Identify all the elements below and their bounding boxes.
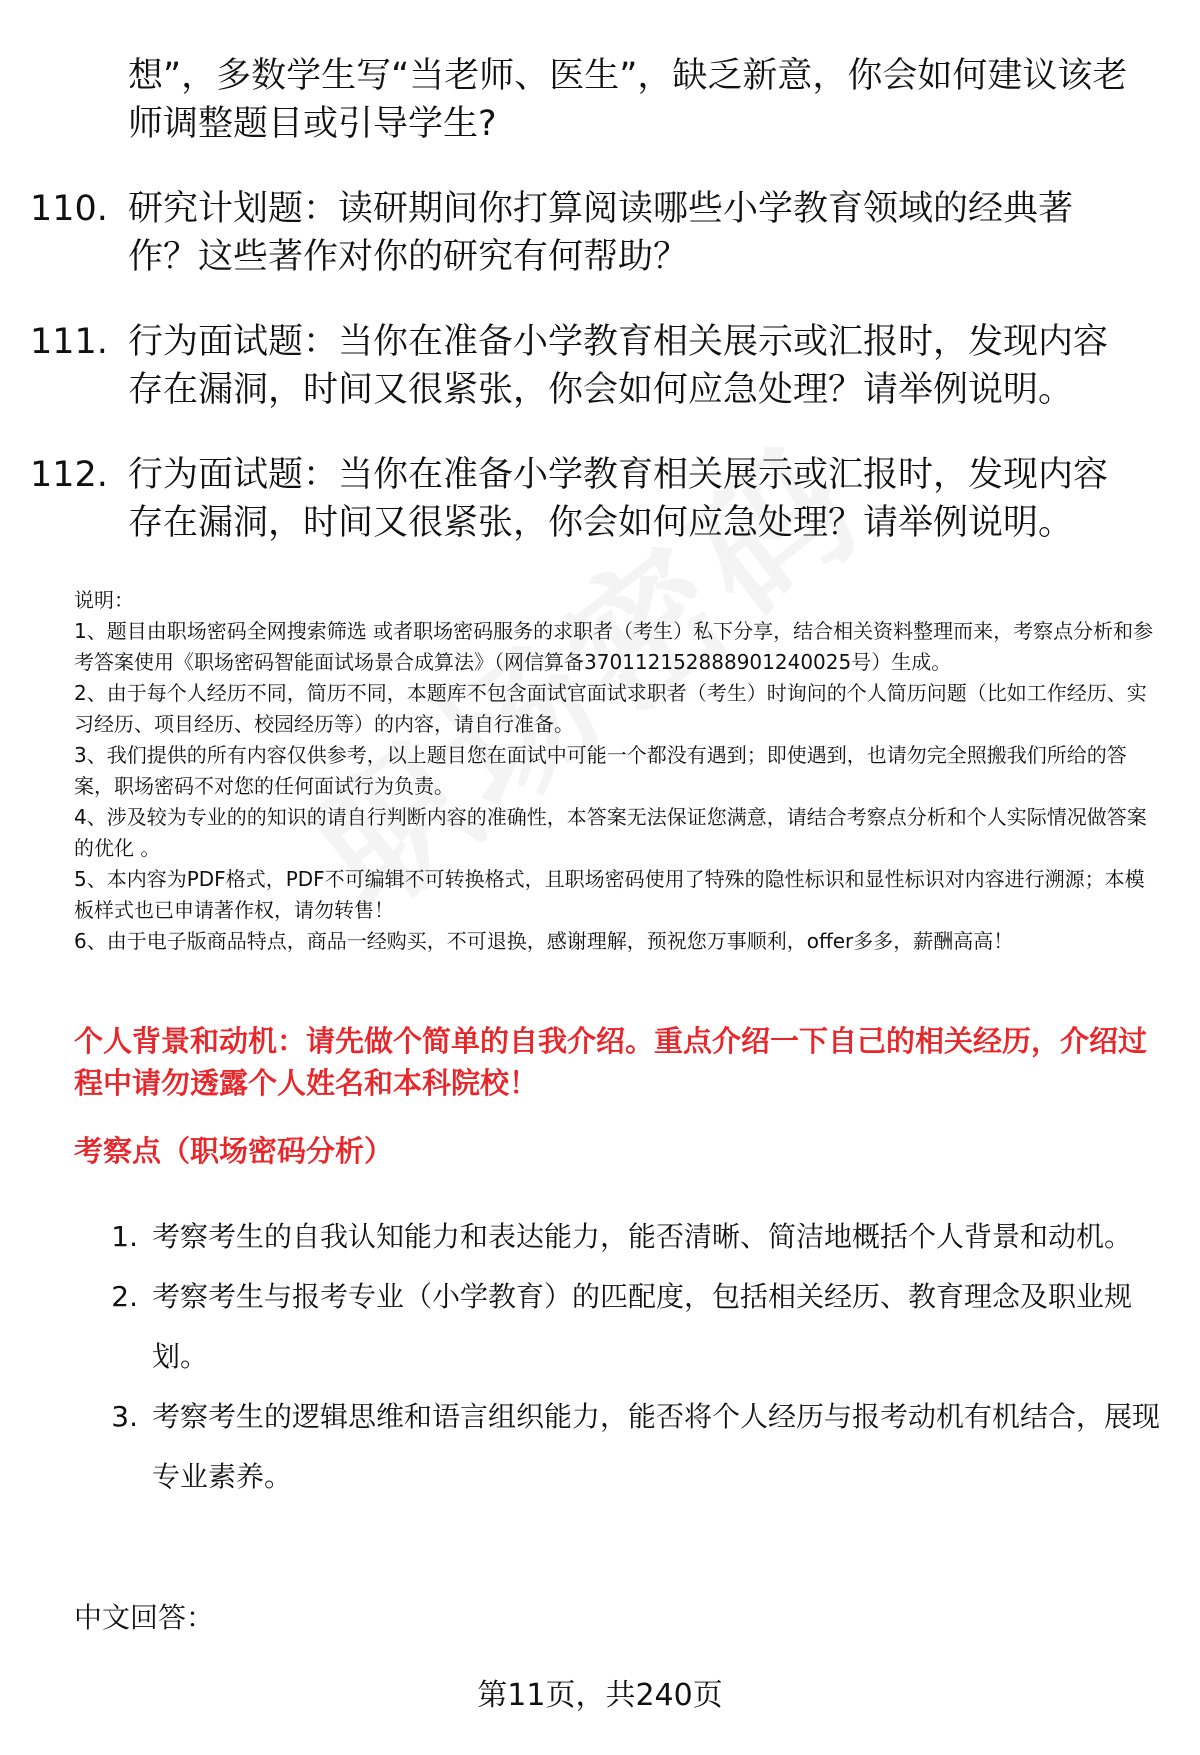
note-item: 3、我们提供的所有内容仅供参考，以上题目您在面试中可能一个都没有遇到；即使遇到，也请勿完全照搬我们所给的答案，职场密码不对您的任何面试行为负责。 bbox=[74, 743, 1127, 798]
question-text: 行为面试题：当你在准备小学教育相关展示或汇报时，发现内容存在漏洞，时间又很紧张，你会如何应急处理？请举例说明。 bbox=[128, 322, 1109, 410]
question-text: 研究计划题：读研期间你打算阅读哪些小学教育领域的经典著作？这些著作对你的研究有何帮助？ bbox=[128, 189, 1074, 277]
question-list bbox=[30, 52, 1180, 584]
answer-label: 中文回答： bbox=[74, 1601, 215, 1634]
point-number: 1. bbox=[111, 1220, 138, 1253]
question-110 bbox=[30, 185, 1180, 281]
question-text: 想”，多数学生写“当老师、医生”，缺乏新意，你会如何建议该老师调整题目或引导学生? bbox=[128, 56, 1128, 144]
question-112 bbox=[30, 451, 1180, 547]
notes-section bbox=[74, 585, 1164, 957]
section-heading: 个人背景和动机：请先做个简单的自我介绍。重点介绍一下自己的相关经历，介绍过程中请勿透露个人姓名和本科院校！ bbox=[74, 1024, 1148, 1100]
note-item: 5、本内容为PDF格式，PDF不可编辑不可转换格式，且职场密码使用了特殊的隐性标识和显性标识对内容进行溯源；本模板样式也已申请著作权，请勿转售！ bbox=[74, 867, 1145, 922]
note-item: 2、由于每个人经历不同，简历不同，本题库不包含面试官面试求职者（考生）时询问的个人简历问题（比如工作经历、实习经历、项目经历、校园经历等）的内容，请自行准备。 bbox=[74, 681, 1147, 736]
question-number: 110. bbox=[30, 189, 108, 229]
note-item: 1、题目由职场密码全网搜索筛选 或者职场密码服务的求职者（考生）私下分享，结合相关资料整理而来，考察点分析和参考答案使用《职场密码智能面试场景合成算法》（网信算备370112152888901240025号）生成。 bbox=[74, 619, 1154, 674]
point-number: 2. bbox=[111, 1280, 138, 1313]
page-footer: 第11页，共240页 bbox=[477, 1678, 723, 1713]
question-continuation bbox=[30, 52, 1180, 148]
point-text: 考察考生的自我认知能力和表达能力，能否清晰、简洁地概括个人背景和动机。 bbox=[152, 1220, 1133, 1253]
analysis-points bbox=[74, 1207, 1164, 1507]
point-text: 考察考生与报考专业（小学教育）的匹配度，包括相关经历、教育理念及职业规划。 bbox=[152, 1280, 1133, 1373]
notes-title: 说明： bbox=[74, 588, 134, 612]
question-number: 111. bbox=[30, 322, 108, 362]
point-text: 考察考生的逻辑思维和语言组织能力，能否将个人经历与报考动机有机结合，展现专业素养。 bbox=[152, 1400, 1161, 1493]
analysis-point bbox=[74, 1267, 1164, 1387]
analysis-point bbox=[74, 1387, 1164, 1507]
analysis-subheading: 考察点（职场密码分析） bbox=[74, 1134, 394, 1168]
note-item: 6、由于电子版商品特点，商品一经购买，不可退换，感谢理解，预祝您万事顺利，offer多多，薪酬高高！ bbox=[74, 929, 1014, 953]
question-111 bbox=[30, 318, 1180, 414]
question-number: 112. bbox=[30, 455, 108, 495]
question-text: 行为面试题：当你在准备小学教育相关展示或汇报时，发现内容存在漏洞，时间又很紧张，你会如何应急处理？请举例说明。 bbox=[128, 455, 1109, 543]
note-item: 4、涉及较为专业的的知识的请自行判断内容的准确性，本答案无法保证您满意，请结合考察点分析和个人实际情况做答案的优化 。 bbox=[74, 805, 1147, 860]
analysis-point bbox=[74, 1207, 1164, 1267]
point-number: 3. bbox=[111, 1400, 138, 1433]
